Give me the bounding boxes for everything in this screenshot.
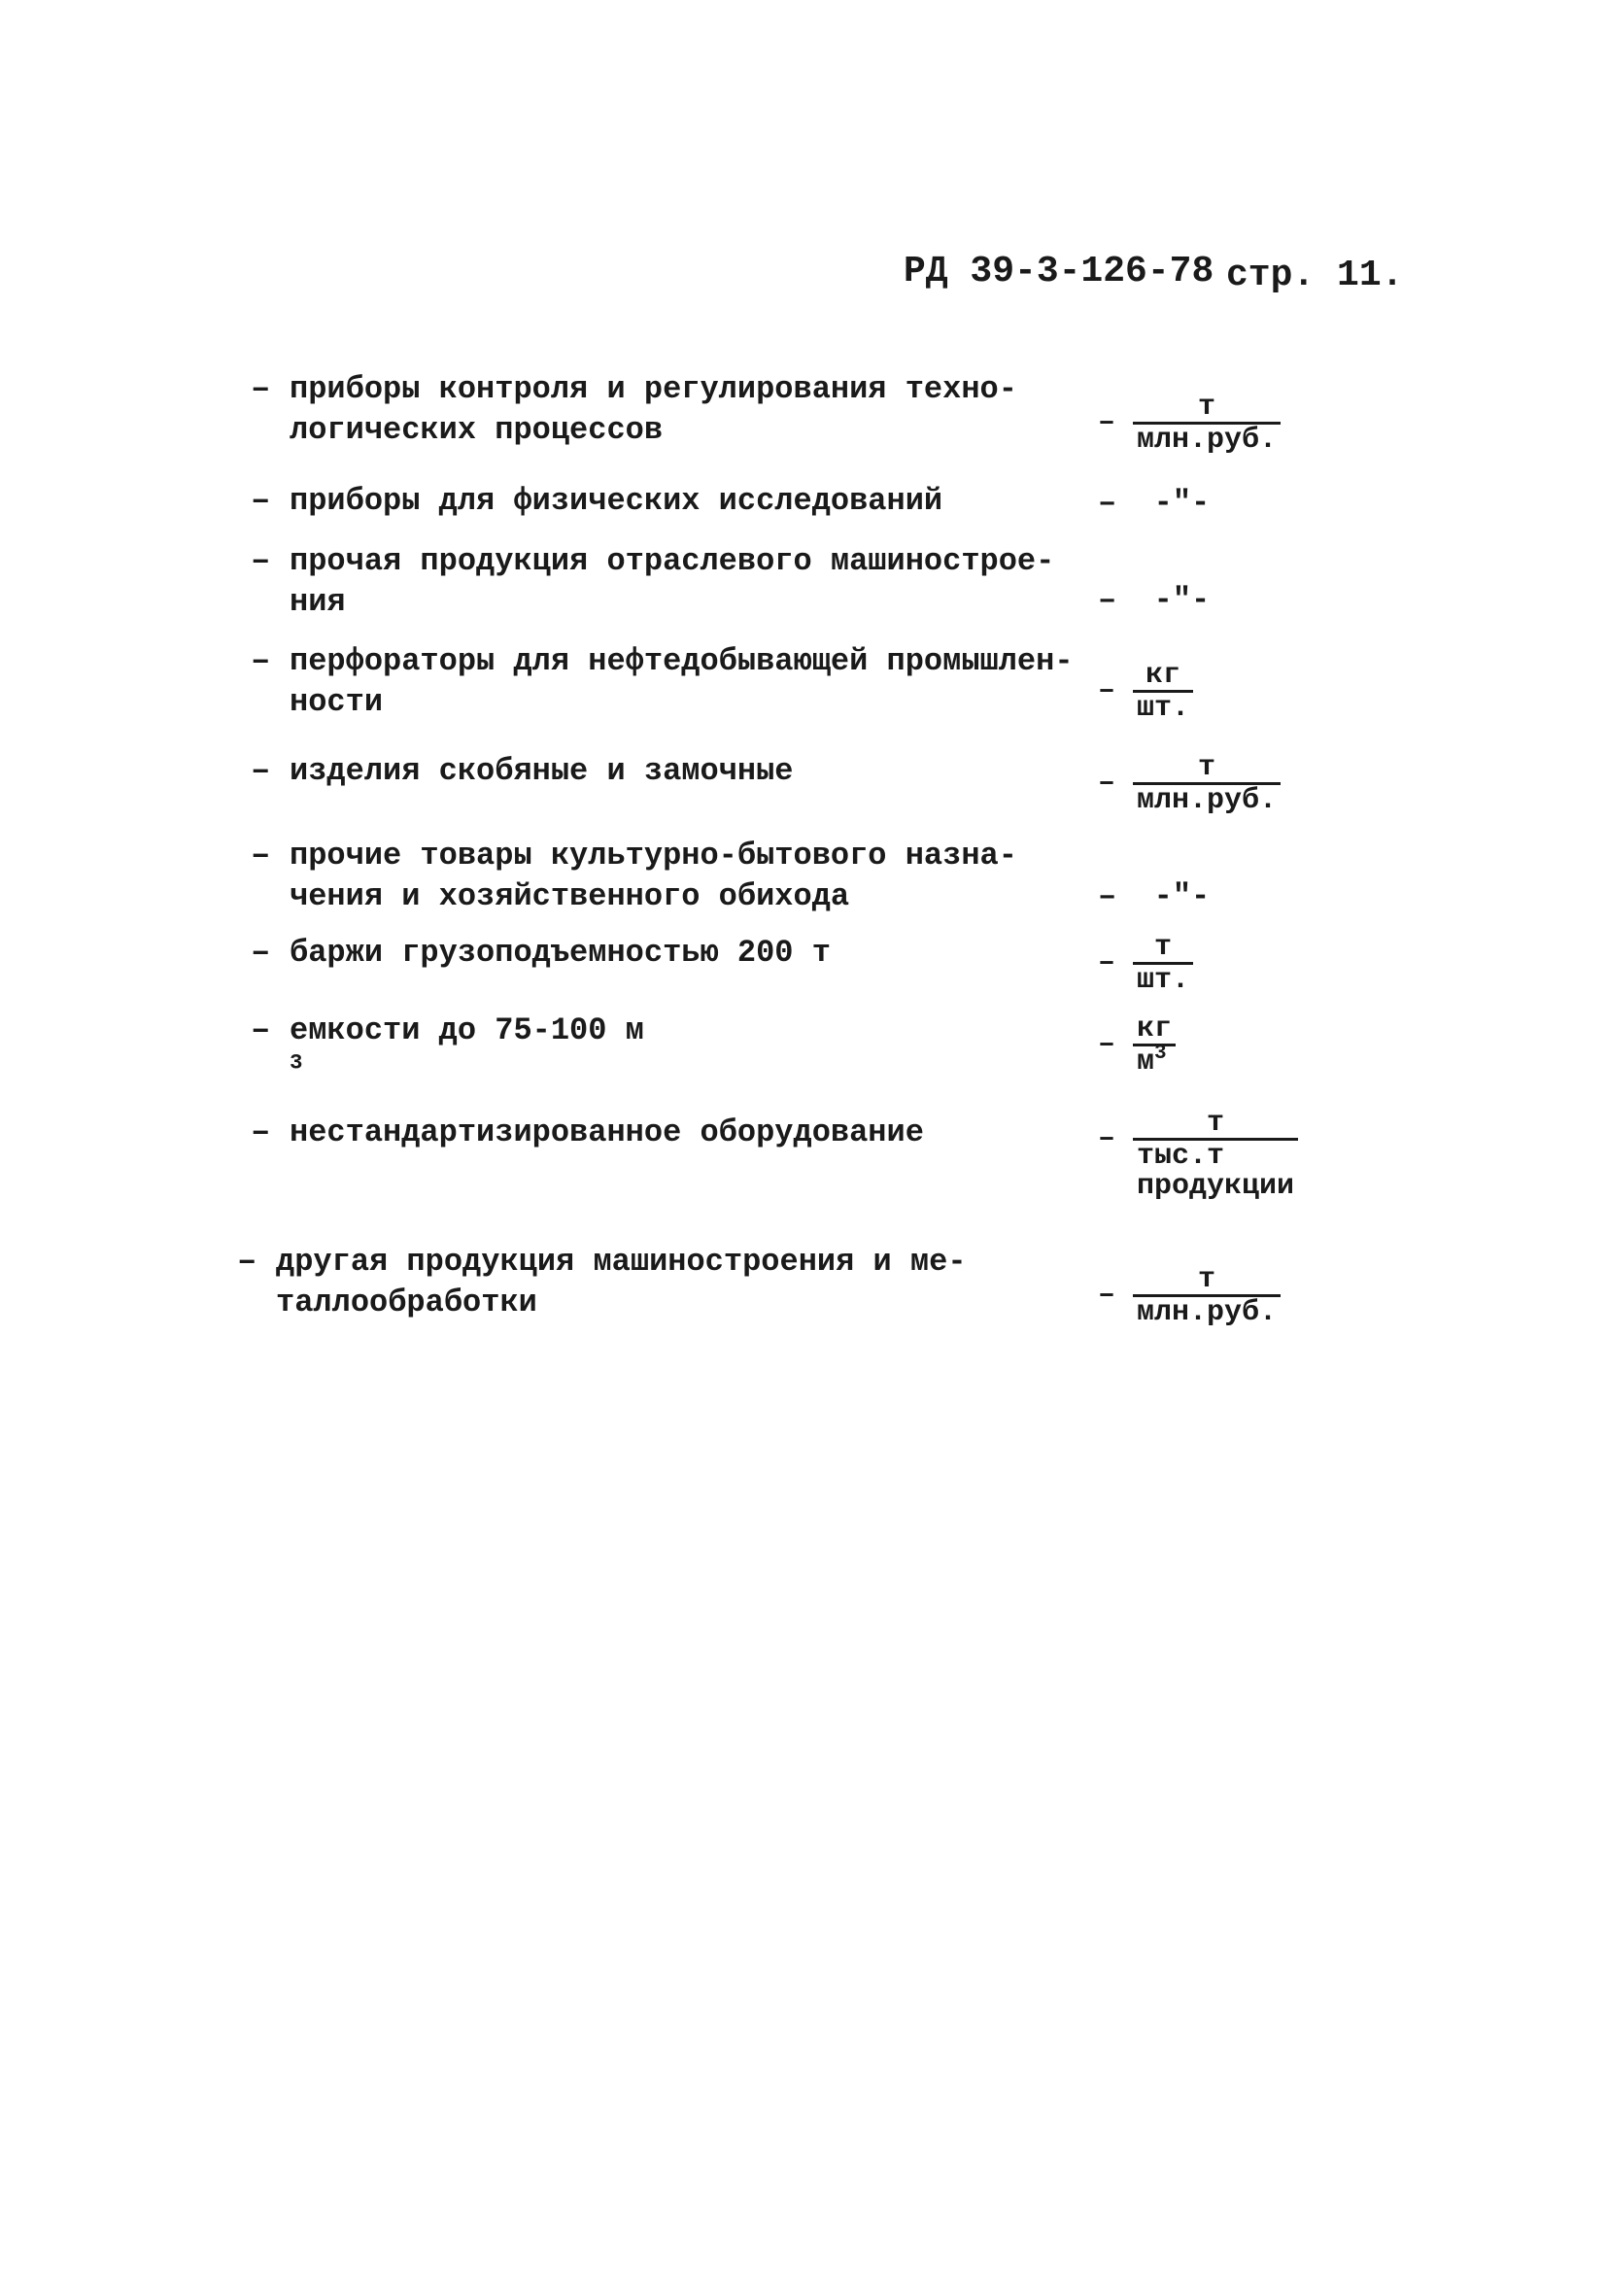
unit-fraction <box>1133 1265 1281 1328</box>
unit-dash: – <box>1098 582 1117 618</box>
unit-dash: – <box>1098 767 1116 800</box>
item-line: прочие товары культурно-бытового назна- <box>290 838 1017 874</box>
item-description <box>290 481 1047 522</box>
unit-dash: – <box>1098 946 1116 979</box>
unit-dash: – <box>1098 485 1117 521</box>
item-dash: – <box>251 371 271 408</box>
unit-dash: – <box>1098 406 1116 439</box>
unit-fraction <box>1133 753 1281 816</box>
item-description <box>290 641 1074 723</box>
unit-numerator: кг <box>1133 661 1193 693</box>
superscript: 3 <box>290 1049 303 1076</box>
unit-dash: – <box>1098 1279 1116 1312</box>
item-dash: – <box>251 935 271 972</box>
unit-denominator: млн.руб. <box>1137 424 1278 457</box>
item-line: ния <box>290 584 346 620</box>
item-description <box>290 751 1047 792</box>
unit-denominator: млн.руб. <box>1137 784 1278 817</box>
unit-dash: – <box>1098 878 1117 914</box>
unit-numerator: т <box>1133 393 1281 425</box>
item-description <box>290 1113 1047 1153</box>
item-text: емкости до 75-100 м <box>290 1012 644 1048</box>
unit-denominator: шт. <box>1137 964 1190 997</box>
unit-denominator-text: м <box>1137 1045 1155 1079</box>
item-dash: – <box>251 1114 271 1151</box>
item-line: баржи грузоподъемностью 200 т <box>290 935 831 971</box>
unit-numerator: т <box>1133 933 1193 965</box>
item-dash: – <box>251 838 271 874</box>
item-dash: – <box>237 1244 257 1281</box>
item-line: приборы для физических исследований <box>290 483 943 519</box>
unit-denominator: тыс.т <box>1137 1140 1225 1173</box>
unit-fraction <box>1133 393 1281 456</box>
item-line: чения и хозяйственного обихода <box>290 878 850 914</box>
unit-numerator: т <box>1133 753 1281 785</box>
unit-numerator: т <box>1133 1265 1281 1297</box>
ditto-mark <box>1098 878 1210 914</box>
unit-dash: – <box>1098 1028 1116 1061</box>
item-line: логических процессов <box>290 412 664 448</box>
item-dash: – <box>251 543 271 580</box>
ditto-symbol: -"- <box>1153 485 1211 521</box>
item-line: перфораторы для нефтедобывающей промышлен- <box>290 643 1074 679</box>
unit-numerator: кг <box>1133 1014 1176 1046</box>
item-dash: – <box>251 643 271 680</box>
unit-fraction <box>1133 661 1193 724</box>
ditto-mark <box>1098 485 1210 521</box>
document-code: РД 39-3-126-78 <box>904 251 1214 292</box>
item-line <box>290 1011 1047 1092</box>
item-description <box>290 369 1047 451</box>
item-description <box>276 1242 1034 1323</box>
item-line: таллообработки <box>276 1285 537 1320</box>
unit-dash: – <box>1098 674 1116 707</box>
unit-fraction <box>1133 1109 1298 1201</box>
ditto-symbol: -"- <box>1153 582 1211 618</box>
ditto-mark <box>1098 582 1210 618</box>
item-line: ности <box>290 684 384 720</box>
item-dash: – <box>251 483 271 520</box>
unit-denominator: шт. <box>1137 692 1190 725</box>
item-description <box>290 933 1047 974</box>
superscript: 3 <box>1154 1043 1167 1065</box>
unit-fraction <box>1133 933 1193 996</box>
item-line: приборы контроля и регулирования техно- <box>290 371 1017 407</box>
item-dash: – <box>251 1012 271 1049</box>
item-dash: – <box>251 753 271 790</box>
unit-denominator: млн.руб. <box>1137 1296 1278 1329</box>
item-description <box>290 541 1055 623</box>
item-line: изделия скобяные и замочные <box>290 753 794 789</box>
unit-fraction <box>1133 1014 1176 1078</box>
page-header <box>904 251 1404 299</box>
item-line: другая продукция машиностроения и ме- <box>276 1244 967 1280</box>
unit-dash: – <box>1098 1122 1116 1155</box>
unit-denominator <box>1133 1043 1176 1079</box>
unit-denominator-line2: продукции <box>1137 1170 1295 1203</box>
page-number: стр. 11. <box>1226 255 1404 296</box>
item-line: нестандартизированное оборудование <box>290 1114 924 1150</box>
unit-numerator: т <box>1133 1109 1298 1141</box>
item-description <box>290 1011 1047 1092</box>
item-line: прочая продукция отраслевого машинострое- <box>290 543 1055 579</box>
item-description <box>290 836 1047 917</box>
ditto-symbol: -"- <box>1153 878 1211 914</box>
